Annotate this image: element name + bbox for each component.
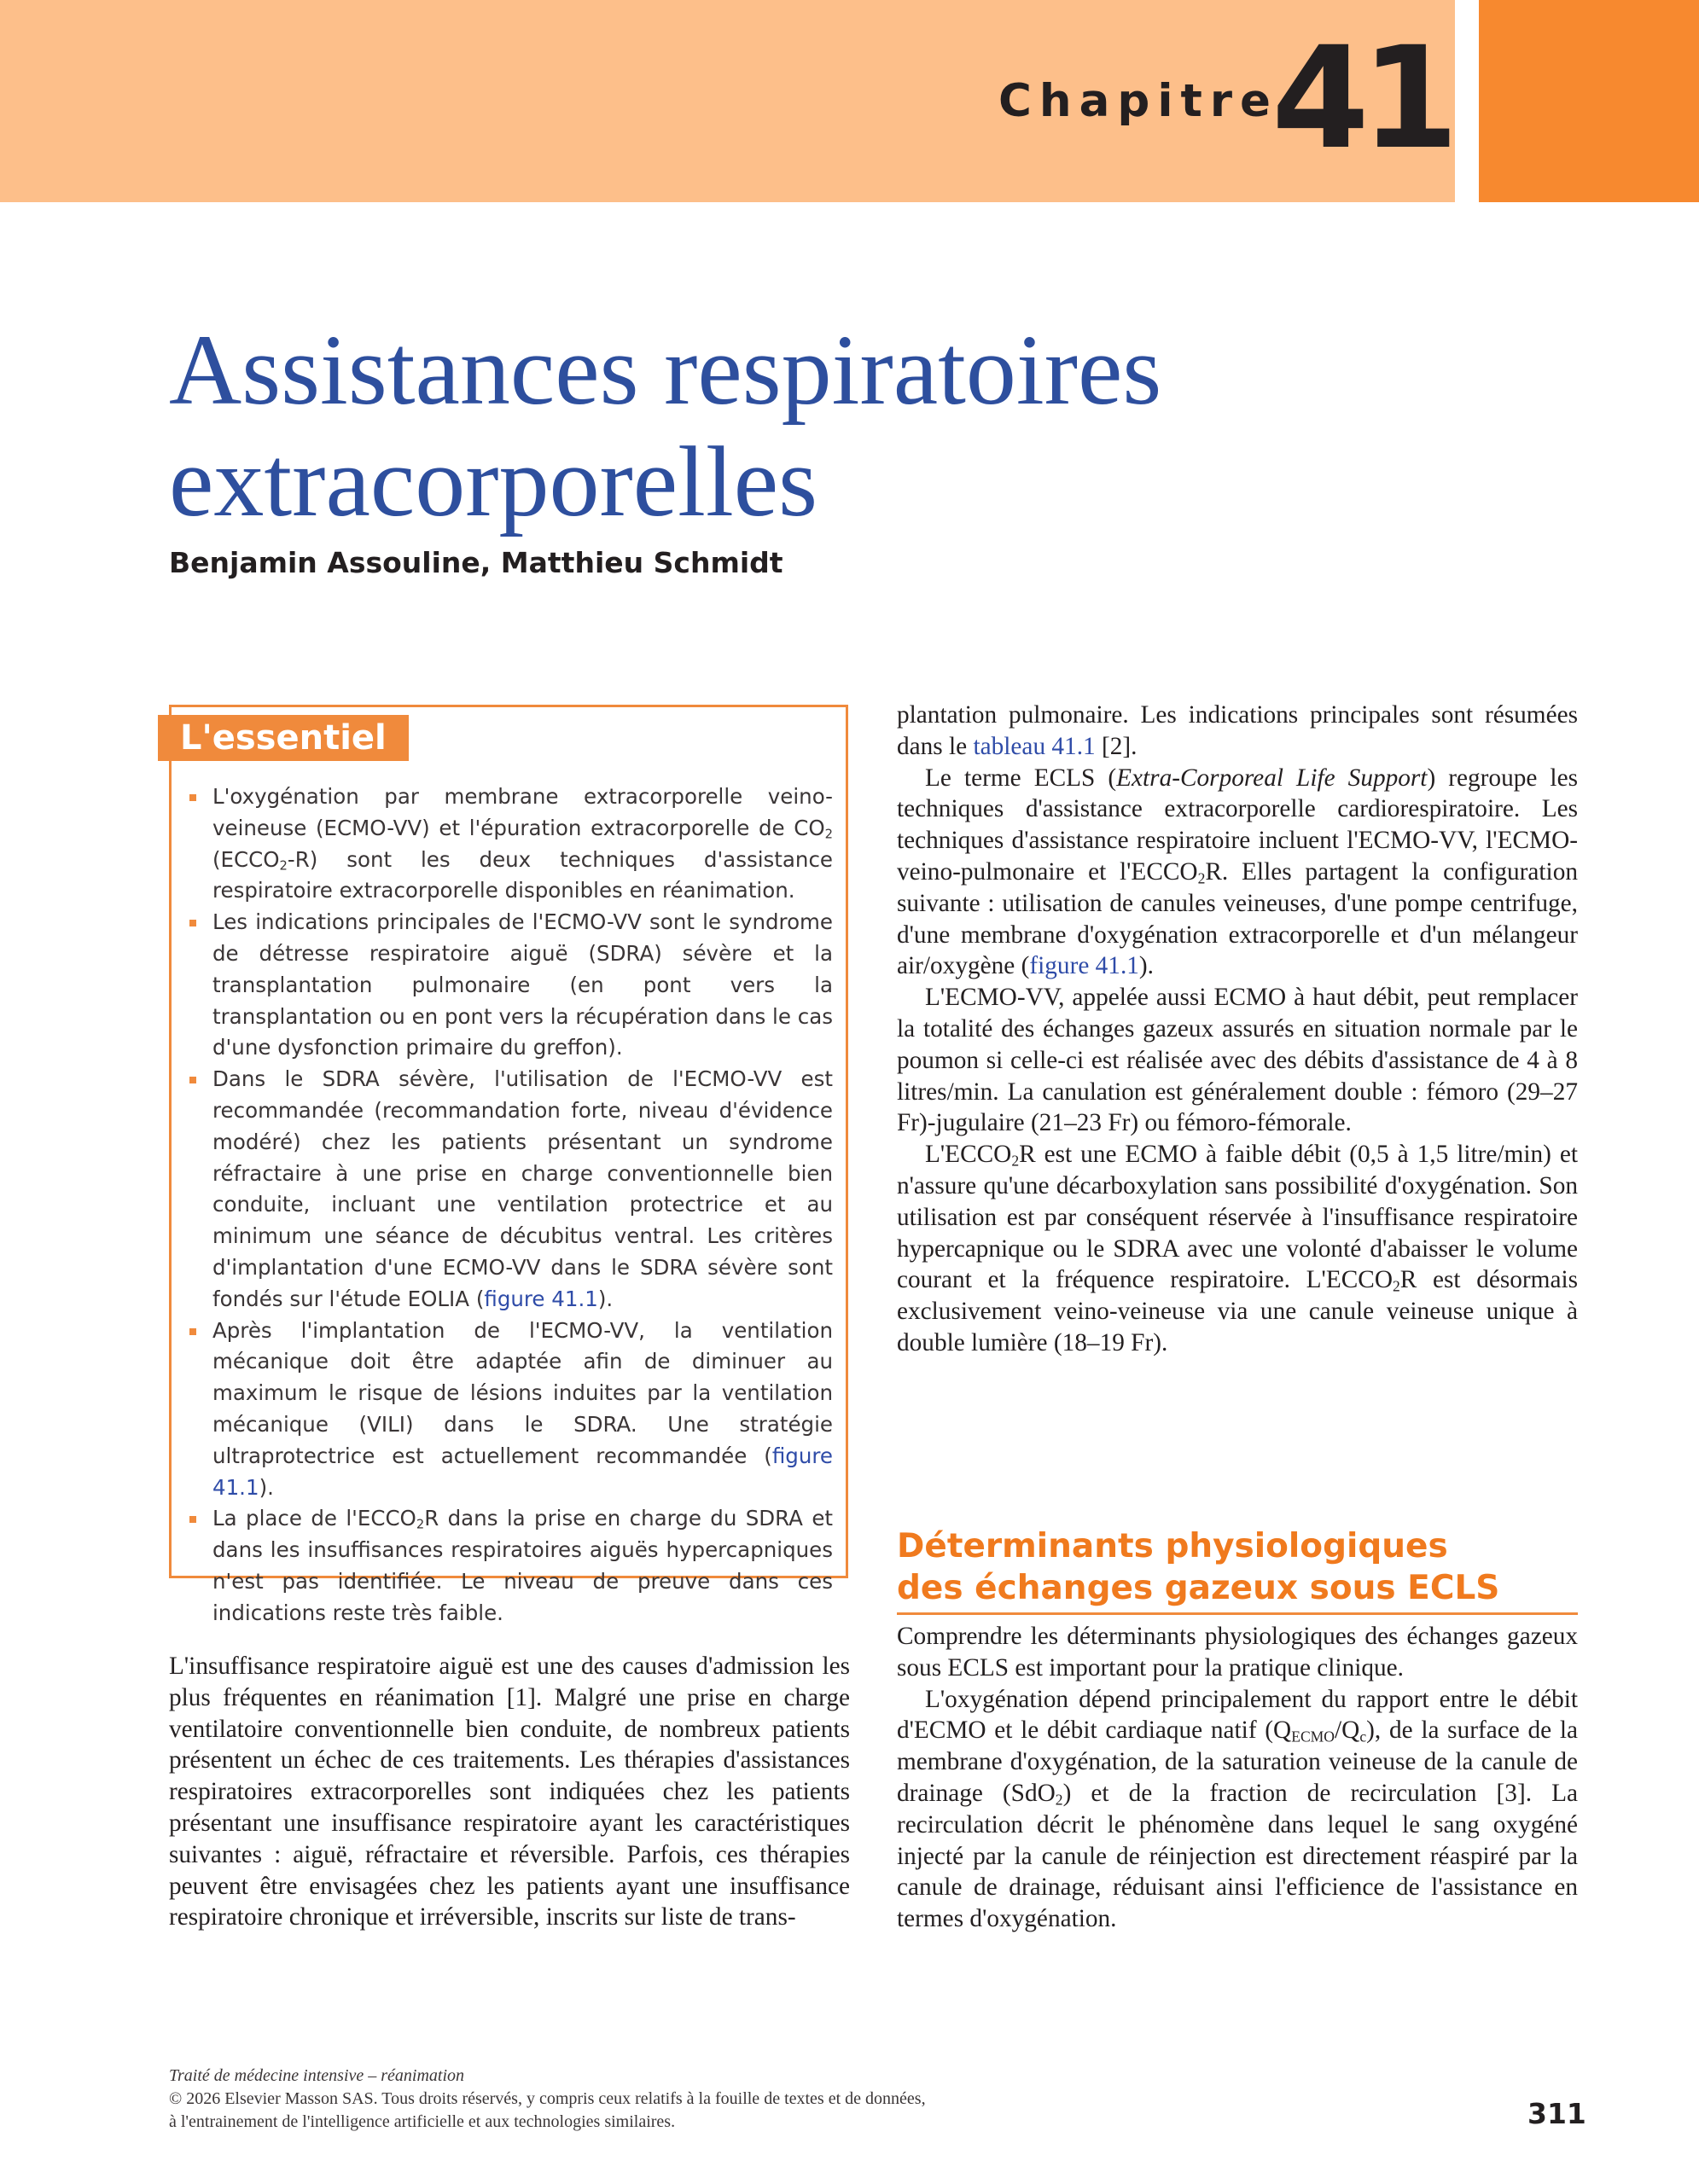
chapter-number: 41 — [1271, 16, 1451, 180]
bullet-text: R dans la prise en charge du SDRA et dans les insuffisances respiratoires aiguës hypercapniques n'est pas identifiée. Le niveau de preuve dans ces indications reste très faible. — [212, 1506, 833, 1625]
bullet-text: ). — [259, 1474, 274, 1500]
subscript: 2 — [1197, 869, 1206, 887]
figure-link[interactable]: figure 41.1 — [212, 1443, 833, 1500]
essentiel-bullet-3 — [188, 1064, 833, 1315]
section-heading-line-2: des échanges gazeux sous ECLS — [897, 1569, 1500, 1607]
subscript: 2 — [416, 1518, 425, 1532]
footer — [169, 2065, 1193, 2134]
essentiel-bullet-2 — [188, 907, 833, 1064]
subscript: 2 — [279, 858, 288, 874]
text: R. Elles partagent la configuration suivante : utilisation de canules veineuses, d'une pompe centrifuge, d'une membrane d'oxygénation extracorporelle et d'un mélangeur air/oxygène ( — [897, 857, 1578, 980]
paragraph — [897, 1684, 1578, 1935]
text: R est une ECMO à faible débit (0,5 à 1,5 litre/min) et n'assure qu'une décarboxylation sans possibilité d'oxygénation. Son utilisation est par conséquent réservée à l'insuffisance respiratoire hypercapnique ou le SDRA avec une volonté d'abaisser le volume courant et la fréquence respiratoire. L'ECCO — [897, 1141, 1578, 1294]
book-title: Traité de médecine intensive – réanimation — [169, 2066, 465, 2085]
figure-link[interactable]: figure 41.1 — [1029, 952, 1139, 980]
left-column-body — [169, 1651, 850, 1933]
text: Le terme ECLS ( — [925, 764, 1117, 792]
right-column-body — [897, 700, 1578, 1359]
subscript: ECMO — [1291, 1728, 1335, 1745]
figure-link[interactable]: figure 41.1 — [484, 1286, 598, 1311]
text: R est désormais exclusivement veino-veineuse via une canule veineuse unique à double lumière (18–19 Fr). — [897, 1266, 1578, 1356]
text: ) et de la fraction de recirculation [3]. La recirculation décrit le phénomène dans lequel le sang oxygéné injecté par la canule de réinjection est directement réaspiré par la canule de drainage, réduisant ainsi l'efficience de l'assistance en termes d'oxygénation. — [897, 1779, 1578, 1933]
right-column-section-body — [897, 1621, 1578, 1935]
essentiel-bullet-5 — [188, 1503, 833, 1629]
bullet-text: Après l'implantation de l'ECMO-VV, la ventilation mécanique doit être adaptée afin de diminuer au maximum le risque de lésions induites par la ventilation mécanique (VILI) dans le SDRA. Une stratégie ultraprotectrice est actuellement recommandée ( — [212, 1317, 833, 1468]
subscript: 2 — [824, 827, 833, 842]
essentiel-label: L'essentiel — [158, 715, 409, 761]
text: ) regroupe les techniques d'assistance extracorporelle cardiorespiratoire. Les techniques d'assistance respiratoire incluent l'ECMO-VV, l'ECMO-veino-pulmonaire et l'ECCO — [897, 764, 1578, 886]
title-line-2: extracorporelles — [169, 426, 818, 537]
bullet-text: Les indications principales de l'ECMO-VV sont le syndrome de détresse respiratoire aiguë (SDRA) sévère et la transplantation pulmonaire (en pont vers la transplantation ou en pont vers la récupération dans le cas d'une dysfonction primaire du greffon). — [212, 909, 833, 1060]
copyright-line-1: © 2026 Elsevier Masson SAS. Tous droits réservés, y compris ceux relatifs à la fouille de textes et de données, — [169, 2089, 926, 2108]
subscript: 2 — [1055, 1791, 1063, 1809]
section-heading-line-1: Déterminants physiologiques — [897, 1527, 1448, 1565]
paragraph — [897, 700, 1578, 763]
authors: Benjamin Assouline, Matthieu Schmidt — [169, 546, 783, 579]
chapter-label: Chapitre — [998, 75, 1278, 127]
paragraph — [897, 1139, 1578, 1359]
bullet-text: La place de l'ECCO — [212, 1506, 416, 1531]
paragraph: L'insuffisance respiratoire aiguë est une des causes d'admission les plus fréquentes en réanimation [1]. Malgré une prise en charge ventilatoire conventionnelle bien conduite, de nombreux patients présentent un échec de ces traitements. Les thérapies d'assistances respiratoires extracorporelles sont indiquées chez les patients présentant une insuffisance respiratoire ayant les caractéristiques suivantes : aiguë, réfractaire et réversible. Parfois, ces thérapies peuvent être envisagées chez les patients ayant une insuffisance respiratoire chronique et irréversible, inscrits sur liste de trans- — [169, 1653, 850, 1931]
paragraph: Comprendre les déterminants physiologiques des échanges gazeux sous ECLS est important pour la pratique clinique. — [897, 1623, 1578, 1682]
page-number: 311 — [1527, 2097, 1586, 2130]
text: ), de la surface de la membrane d'oxygénation, de la saturation veineuse de la canule de drainage (SdO — [897, 1716, 1578, 1807]
essentiel-list — [188, 781, 833, 1629]
paragraph: L'ECMO-VV, appelée aussi ECMO à haut débit, peut remplacer la totalité des échanges gazeux assurés en situation normale par le poumon si celle-ci est réalisée avec des débits d'assistance de 4 à 8 litres/min. La canulation est généralement double : fémoro (29–27 Fr)-jugulaire (21–23 Fr) ou fémoro-fémorale. — [897, 984, 1578, 1137]
bullet-text: ). — [597, 1286, 614, 1311]
page-title — [169, 314, 1449, 537]
section-heading — [897, 1525, 1578, 1615]
essentiel-bullet-4 — [188, 1316, 833, 1504]
text: L'ECCO — [925, 1141, 1012, 1169]
chapter-header-tab — [1479, 0, 1699, 202]
bullet-text: L'oxygénation par membrane extracorporelle veino-veineuse (ECMO-VV) et l'épuration extracorporelle de CO — [212, 784, 833, 840]
table-link[interactable]: tableau 41.1 — [973, 732, 1096, 760]
text: L'oxygénation dépend principalement du rapport entre le débit d'ECMO et le débit cardiaque natif (Q — [897, 1685, 1578, 1745]
bullet-text: (ECCO — [212, 846, 280, 872]
subscript: c — [1359, 1728, 1367, 1745]
text: plantation pulmonaire. Les indications principales sont résumées dans le — [897, 701, 1578, 760]
text: ). — [1138, 952, 1155, 980]
italic-term: Extra-Corporeal Life Support — [1116, 764, 1428, 792]
essentiel-bullet-1 — [188, 781, 833, 907]
subscript: 2 — [1392, 1277, 1400, 1295]
text: [2]. — [1095, 732, 1138, 760]
bullet-text: Dans le SDRA sévère, l'utilisation de l'ECMO-VV est recommandée (recommandation forte, niveau d'évidence modéré) chez les patients présentant un syndrome réfractaire à une prise en charge conventionnelle bien conduite, incluant une ventilation protectrice et au minimum une séance de décubitus ventral. Les critères d'implantation d'une ECMO-VV dans le SDRA sévère sont fondés sur l'étude EOLIA ( — [212, 1066, 833, 1311]
bullet-text: -R) sont les deux techniques d'assistance respiratoire extracorporelle disponibles en réanimation. — [212, 846, 833, 903]
paragraph — [897, 763, 1578, 983]
copyright-line-2: à l'entrainement de l'intelligence artificielle et aux technologies similaires. — [169, 2112, 676, 2131]
subscript: 2 — [1011, 1152, 1020, 1170]
text: /Q — [1335, 1716, 1360, 1745]
title-line-1: Assistances respiratoires — [169, 314, 1162, 426]
